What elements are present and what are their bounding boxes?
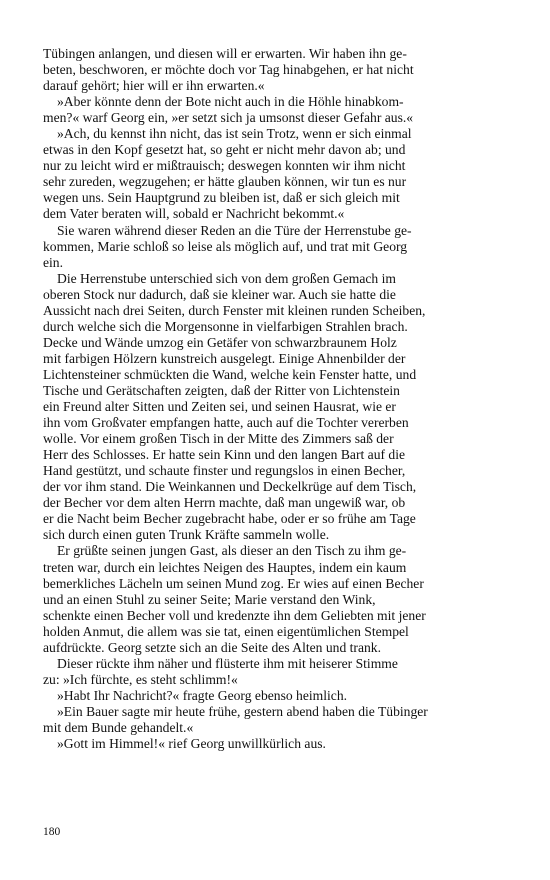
text-line: kommen, Marie schloß so leise als möglich auf, und trat mit Georg [43,238,408,254]
text-line: zu: »Ich fürchte, es steht schlimm!« [43,671,238,687]
text-line: Decke und Wände umzog ein Getäfer von schwarzbraunem Holz [43,334,397,350]
text-line: Dieser rückte ihm näher und flüsterte ihm mit heiserer Stimme [57,655,398,671]
text-line: men?« warf Georg ein, »er setzt sich ja umsonst dieser Gefahr aus.« [43,110,414,126]
text-line: schenkte einen Becher voll und kredenzte ihn dem Geliebten mit jener [43,607,426,623]
text-line: »Aber könnte denn der Bote nicht auch in die Höhle hinabkom- [57,94,404,110]
body-text [43,46,469,752]
text-line: oberen Stock nur dadurch, daß sie kleiner war. Auch sie hatte die [43,286,396,302]
text-line: ein. [43,254,64,270]
text-line: aufdrückte. Georg setzte sich an die Seite des Alten und trank. [43,639,381,655]
text-line: der Becher vor dem alten Herrn machte, daß man ungewiß war, ob [43,495,406,511]
text-line: »Habt Ihr Nachricht?« fragte Georg ebenso heimlich. [57,687,348,703]
text-line: bemerkliches Lächeln um seinen Mund zog. Er wies auf einen Becher [43,575,424,591]
text-line: darauf gehört; hier will er ihn erwarten.« [43,78,265,94]
text-line: »Ach, du kennst ihn nicht, das ist sein Trotz, wenn er sich einmal [57,126,412,142]
text-line: Er grüßte seinen jungen Gast, als dieser an den Tisch zu ihm ge- [57,543,407,559]
text-line: Lichtensteiner schmückten die Wand, welche kein Fenster hatte, und [43,366,417,382]
text-line: dem Vater beraten will, sobald er Nachricht bekommt.« [43,206,345,222]
text-line: Sie waren während dieser Reden an die Türe der Herrenstube ge- [57,222,412,238]
text-line: Tische und Gerätschaften zeigten, daß der Ritter von Lichtenstein [43,382,400,398]
text-line: wegen uns. Sein Hauptgrund zu bleiben ist, daß er sich gleich mit [43,190,400,206]
text-line: Herr des Schlosses. Er hatte sein Kinn und den langen Bart auf die [43,447,406,463]
text-line: und an einen Stuhl zu seiner Seite; Marie verstand den Wink, [43,591,376,607]
text-line: er die Nacht beim Becher zugebracht habe, oder er so frühe am Tage [43,511,416,527]
text-line: sehr zureden, wegzugehen; er hätte glauben können, wir tun es nur [43,174,407,190]
page-number: 180 [43,826,61,838]
text-line: Aussicht nach drei Seiten, durch Fenster mit kleinen runden Scheiben, [43,302,426,318]
text-line: mit farbigen Hölzern kunstreich ausgelegt. Einige Ahnenbilder der [43,350,406,366]
text-line: Die Herrenstube unterschied sich von dem großen Gemach im [57,270,396,286]
text-line: ein Freund alter Sitten und Zeiten sei, und seinen Hausrat, wie er [43,399,396,415]
text-line: »Gott im Himmel!« rief Georg unwillkürlich aus. [57,736,326,752]
text-line: holden Anmut, die allem was sie tat, einen eigentümlichen Stempel [43,623,409,639]
text-line: beten, beschworen, er möchte doch vor Tag hinabgehen, er hat nicht [43,62,414,78]
text-line: ihn vom Großvater empfangen hatte, auch auf die Tochter vererben [43,415,409,431]
text-line: durch welche sich die Morgensonne in vielfarbigen Strahlen brach. [43,318,408,334]
text-line: Tübingen anlangen, und diesen will er erwarten. Wir haben ihn ge- [43,46,407,61]
text-line: Hand gestützt, und schaute finster und regungslos in einen Becher, [43,463,406,479]
text-line: nur zu leicht wird er mißtrauisch; deswegen konnten wir ihm nicht [43,158,406,174]
text-line: treten war, durch ein leichtes Neigen des Hauptes, indem ein kaum [43,559,407,575]
text-line: etwas in den Kopf gesetzt hat, so geht er nicht mehr davon ab; und [43,142,406,158]
text-line: sich durch einen guten Trunk Kräfte sammeln wolle. [43,527,330,543]
text-line: wolle. Vor einem großen Tisch in der Mitte des Zimmers saß der [43,431,394,447]
text-line: »Ein Bauer sagte mir heute frühe, gestern abend haben die Tübinger [57,703,428,719]
text-line: mit dem Bunde gehandelt.« [43,719,194,735]
text-line: der vor ihm stand. Die Weinkannen und Deckelkrüge auf dem Tisch, [43,479,417,495]
